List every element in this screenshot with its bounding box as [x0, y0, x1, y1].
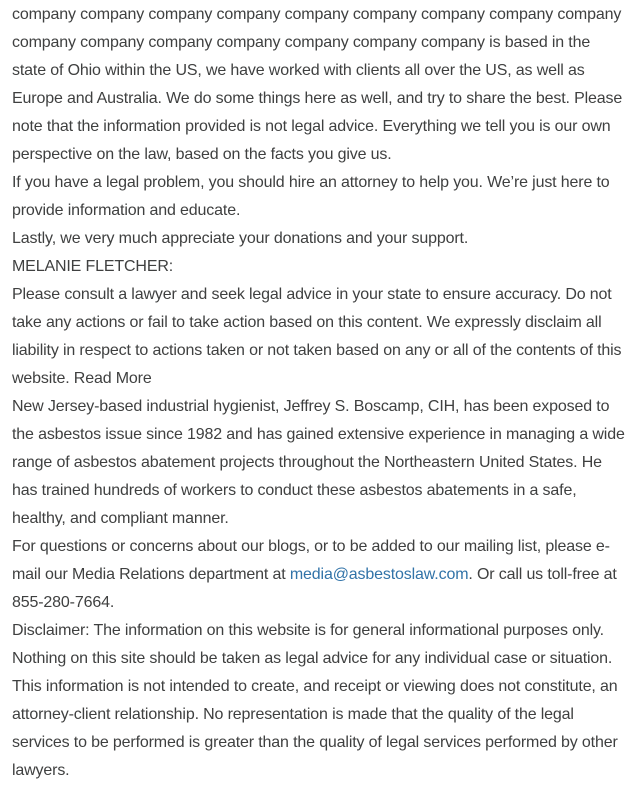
paragraph-intro: company company company company company company company company company company company company company company company company is based in the state of Ohio within the US, we have worked with clients all over the US, as well as Europe and Australia. We do some things here as well, and try to share the best. Please note that the information provided is not legal advice. Everything we tell you is our own perspective on the law, based on the facts you give us.	[12, 6, 623, 163]
paragraph-disclaimer-full: Disclaimer: The information on this website is for general informational purposes only. Nothing on this site should be taken as legal advice for any individual case or situation. This information is not intended to create, and receipt or viewing does not constitute, an attorney-client relationship. No representation is made that the quality of the legal services to be performed is greater than the quality of legal services performed by other lawyers.	[12, 622, 618, 779]
paragraph-legal-problem: If you have a legal problem, you should hire an attorney to help you. We’re just here to provide information and educate.	[12, 174, 610, 219]
paragraph-donations: Lastly, we very much appreciate your donations and your support.	[12, 230, 469, 247]
media-email-link[interactable]: media@asbestoslaw.com	[289, 566, 469, 583]
contact-text-before: For questions or concerns about our blogs, or to be added to our mailing list, please e-mail our Media Relations department at	[12, 538, 610, 583]
paragraph-disclaimer-short	[12, 281, 626, 393]
paragraph-contact	[12, 533, 626, 617]
disclaimer-short-text: Please consult a lawyer and seek legal advice in your state to ensure accuracy. Do not take any actions or fail to take action based on this content. We expressly disclaim all liability in respect to actions taken or not taken based on any or all of the contents of this website.	[12, 286, 622, 387]
read-more-link[interactable]: Read More	[73, 370, 152, 387]
contact-text-after: . Or call us toll-free at 855-280-7664.	[12, 566, 617, 611]
speaker-label: MELANIE FLETCHER:	[12, 258, 174, 275]
paragraph-hygienist-bio: New Jersey-based industrial hygienist, Jeffrey S. Boscamp, CIH, has been exposed to the asbestos issue since 1982 and has gained extensive experience in managing a wide range of asbestos abatement projects throughout the Northeastern United States. He has trained hundreds of workers to conduct these asbestos abatements in a safe, healthy, and compliant manner.	[12, 398, 625, 527]
